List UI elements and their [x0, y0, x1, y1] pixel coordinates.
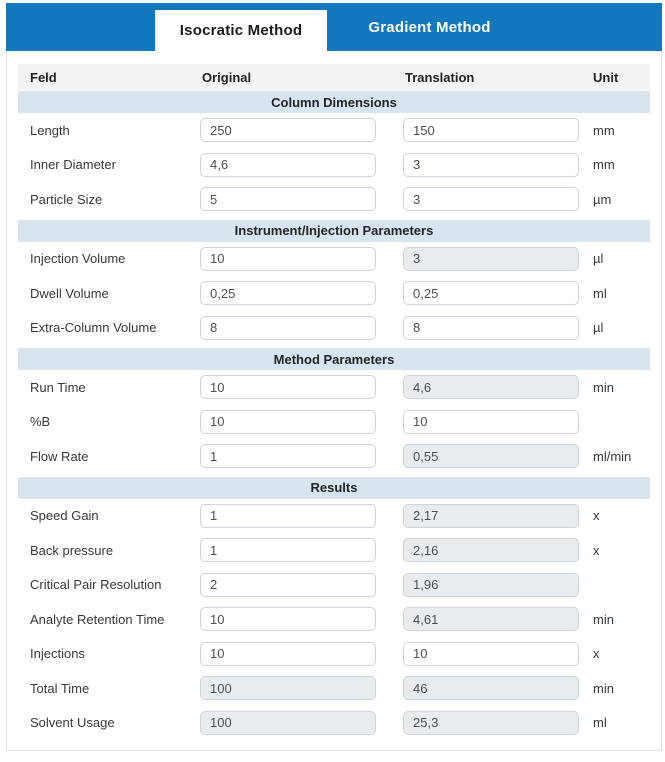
original-cell [200, 607, 403, 631]
original-input[interactable] [200, 538, 376, 562]
original-input[interactable] [200, 504, 376, 528]
original-cell [200, 711, 403, 735]
section-header: Column Dimensions [18, 91, 650, 113]
translation-input[interactable] [403, 642, 579, 666]
original-input[interactable] [200, 573, 376, 597]
unit-label: ml [593, 715, 607, 731]
original-input [200, 676, 376, 700]
original-cell [200, 247, 403, 271]
original-input[interactable] [200, 410, 376, 434]
translation-cell [403, 153, 591, 177]
tab-bar [6, 3, 662, 51]
original-input[interactable] [200, 153, 376, 177]
original-cell [200, 281, 403, 305]
unit-label: µl [593, 320, 604, 336]
original-input [200, 711, 376, 735]
table-row [18, 370, 650, 405]
table-row [18, 182, 650, 217]
table-row [18, 439, 650, 474]
field-label: Solvent Usage [30, 715, 115, 731]
field-label: Injections [30, 646, 85, 662]
original-input[interactable] [200, 281, 376, 305]
field-label: Back pressure [30, 542, 114, 558]
translation-input[interactable] [403, 410, 579, 434]
translation-cell [403, 316, 591, 340]
field-label: Speed Gain [30, 508, 99, 524]
unit-label: mm [593, 122, 615, 138]
unit-label: µm [593, 191, 612, 207]
unit-label: x [593, 542, 600, 558]
original-cell [200, 153, 403, 177]
unit-label: min [593, 680, 614, 696]
translation-cell [403, 281, 591, 305]
unit-label: x [593, 646, 600, 662]
original-input[interactable] [200, 118, 376, 142]
translation-cell [403, 187, 591, 211]
field-label: Dwell Volume [30, 285, 109, 301]
unit-label: ml [593, 285, 607, 301]
table-body [18, 91, 650, 740]
original-cell [200, 444, 403, 468]
tab-gradient-method[interactable]: Gradient Method [368, 18, 491, 36]
section-header: Method Parameters [18, 348, 650, 370]
table-row [18, 113, 650, 148]
translation-input [403, 711, 579, 735]
field-label: Run Time [30, 379, 86, 395]
translation-input [403, 504, 579, 528]
translation-cell [403, 676, 591, 700]
original-cell [200, 676, 403, 700]
translation-input[interactable] [403, 187, 579, 211]
table-row [18, 276, 650, 311]
field-label: Analyte Retention Time [30, 611, 165, 627]
table-row [18, 242, 650, 277]
original-input[interactable] [200, 375, 376, 399]
translation-input [403, 247, 579, 271]
table-row [18, 706, 650, 741]
original-input[interactable] [200, 642, 376, 666]
translation-cell [403, 410, 591, 434]
field-label: Inner Diameter [30, 157, 116, 173]
translation-input [403, 676, 579, 700]
field-label: Length [30, 122, 70, 138]
method-translation-panel [6, 51, 662, 751]
original-input[interactable] [200, 247, 376, 271]
table-row [18, 602, 650, 637]
translation-cell [403, 118, 591, 142]
original-cell [200, 538, 403, 562]
section-header: Results [18, 477, 650, 499]
translation-cell [403, 711, 591, 735]
field-label: Critical Pair Resolution [30, 577, 162, 593]
table-row [18, 533, 650, 568]
column-header-translation: Translation [405, 69, 475, 85]
tab-spacer [6, 3, 155, 51]
translation-input [403, 607, 579, 631]
original-input[interactable] [200, 187, 376, 211]
section-header: Instrument/Injection Parameters [18, 220, 650, 242]
unit-label: mm [593, 157, 615, 173]
original-input[interactable] [200, 444, 376, 468]
column-header-feld: Feld [30, 69, 57, 85]
table-header-row [18, 64, 650, 90]
translation-cell [403, 573, 591, 597]
table-row [18, 148, 650, 183]
unit-label: µl [593, 251, 604, 267]
unit-label: ml/min [593, 448, 632, 464]
table-row [18, 499, 650, 534]
unit-label: min [593, 379, 614, 395]
field-label: Particle Size [30, 191, 103, 207]
original-input[interactable] [200, 607, 376, 631]
translation-cell [403, 504, 591, 528]
original-cell [200, 642, 403, 666]
table-row [18, 637, 650, 672]
translation-input[interactable] [403, 153, 579, 177]
translation-input[interactable] [403, 281, 579, 305]
column-header-unit: Unit [593, 69, 619, 85]
column-header-original: Original [202, 69, 252, 85]
original-cell [200, 504, 403, 528]
translation-input [403, 444, 579, 468]
translation-input [403, 538, 579, 562]
original-cell [200, 375, 403, 399]
table-row [18, 311, 650, 346]
table-row [18, 405, 650, 440]
translation-input[interactable] [403, 118, 579, 142]
field-label: Extra-Column Volume [30, 320, 157, 336]
original-cell [200, 118, 403, 142]
translation-cell [403, 607, 591, 631]
translation-input[interactable] [403, 316, 579, 340]
field-label: %B [30, 414, 51, 430]
original-cell [200, 187, 403, 211]
original-cell [200, 410, 403, 434]
field-label: Injection Volume [30, 251, 126, 267]
translation-cell [403, 247, 591, 271]
table-row [18, 568, 650, 603]
translation-input [403, 573, 579, 597]
original-cell [200, 573, 403, 597]
unit-label: min [593, 611, 614, 627]
field-label: Total Time [30, 680, 90, 696]
tab-isocratic-method[interactable]: Isocratic Method [155, 10, 327, 51]
original-cell [200, 316, 403, 340]
translation-cell [403, 444, 591, 468]
original-input[interactable] [200, 316, 376, 340]
translation-cell [403, 375, 591, 399]
unit-label: x [593, 508, 600, 524]
translation-input [403, 375, 579, 399]
translation-cell [403, 642, 591, 666]
field-label: Flow Rate [30, 448, 89, 464]
translation-cell [403, 538, 591, 562]
table-row [18, 671, 650, 706]
